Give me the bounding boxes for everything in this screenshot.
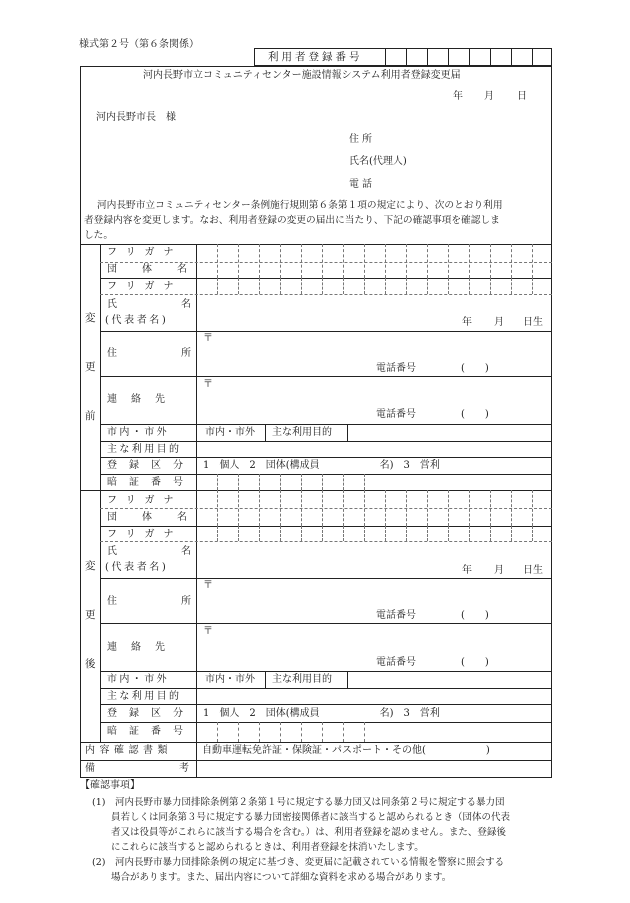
before-section-char-1: 変: [85, 312, 96, 324]
after-contact-label: 連絡先: [107, 642, 179, 653]
after-purpose-inline: 主な利用目的: [272, 674, 332, 685]
after-pin-label: 暗証番号: [107, 726, 195, 737]
before-address-label: 住所: [107, 348, 255, 359]
after-address-tel: 電話番号: [376, 610, 416, 621]
notes-title: 【確認事項】: [80, 780, 140, 791]
after-contact-tel: 電話番号: [376, 657, 416, 668]
date-year: 年: [453, 91, 463, 102]
note-line-6: 場合があります。また、届出内容について詳細な資料を求める場合があります。: [111, 872, 452, 883]
after-birth-day: 日生: [523, 565, 543, 576]
before-postal-mark: 〒: [203, 333, 213, 344]
before-city-value[interactable]: 市内・市外: [205, 427, 255, 438]
confirm-doc-label: 内容確認書類: [85, 745, 172, 756]
after-birth-month: 月: [494, 565, 504, 576]
registration-number-label: 利用者登録番号: [268, 51, 363, 63]
note-line-4: にこれらに該当すると認められるときは、利用者登録を抹消いたします。: [111, 842, 424, 853]
registration-number-field[interactable]: [385, 48, 552, 66]
after-rep-label: (代表者名): [105, 562, 169, 573]
intro-line-3: した。: [84, 230, 114, 241]
note-line-1: (1) 河内長野市暴力団排除条例第２条第１号に規定する暴力団又は同条第２号に規定する暴力団: [92, 797, 505, 808]
before-category-label: 登録区分: [107, 460, 195, 471]
before-contact-label: 連絡先: [107, 394, 179, 405]
applicant-phone-label: 電話: [349, 179, 375, 190]
before-birth-day: 日生: [523, 317, 543, 328]
after-furigana-label: フリガナ: [107, 495, 183, 506]
form-title: 河内長野市立コミュニティセンター施設情報システム利用者登録変更届: [143, 70, 461, 81]
before-birth-year: 年: [462, 317, 472, 328]
remarks-label: 備考: [85, 763, 273, 774]
before-city-label: 市内・市外: [107, 427, 169, 438]
before-section-char-3: 前: [85, 410, 96, 422]
note-line-3: 者又は役員等がこれらに該当する場合を含む。）は、利用者登録を認めません。また、登録後: [111, 827, 506, 838]
before-postal-mark-2: 〒: [203, 379, 213, 390]
after-purpose-label: 主な利用目的: [107, 691, 182, 702]
before-furigana-label: フリガナ: [107, 247, 183, 258]
before-section-char-2: 更: [85, 361, 96, 373]
after-name-label: 氏名: [107, 546, 255, 557]
before-birth-month: 月: [494, 317, 504, 328]
after-section-char-1: 変: [85, 560, 96, 572]
addressee: 河内長野市長 様: [96, 112, 176, 123]
intro-line-2: 者登録内容を変更します。なお、利用者登録の変更の届出に当たり、下記の確認事項を確認しま: [84, 215, 500, 226]
after-furigana2-label: フリガナ: [107, 529, 183, 540]
date-day: 日: [517, 91, 527, 102]
after-category-value[interactable]: 1 個人 2 団体(構成員 名) 3 営利: [203, 708, 440, 719]
after-city-value[interactable]: 市内・市外: [205, 674, 255, 685]
before-contact-paren: ( ): [461, 409, 489, 420]
before-name-label: 氏名: [107, 299, 255, 310]
after-contact-paren: ( ): [461, 657, 489, 668]
after-postal-mark-2: 〒: [203, 626, 213, 637]
before-purpose-inline: 主な利用目的: [272, 427, 332, 438]
after-address-label: 住所: [107, 596, 255, 607]
before-group-name-label: 団体名: [107, 264, 212, 275]
applicant-address-label: 住所: [349, 134, 375, 145]
after-group-name-label: 団体名: [107, 512, 212, 523]
after-address-paren: ( ): [461, 610, 489, 621]
date-month: 月: [484, 91, 494, 102]
before-purpose-label: 主な利用目的: [107, 444, 182, 455]
before-category-value[interactable]: 1 個人 2 団体(構成員 名) 3 営利: [203, 460, 440, 471]
after-section-char-3: 後: [85, 658, 96, 670]
before-address-paren: ( ): [461, 363, 489, 374]
before-contact-tel: 電話番号: [376, 409, 416, 420]
note-line-5: (2) 河内長野市暴力団排除条例の規定に基づき、変更届に記載されている情報を警察に照会する: [92, 857, 505, 868]
before-address-tel: 電話番号: [376, 363, 416, 374]
before-rep-label: (代表者名): [105, 315, 169, 326]
after-birth-year: 年: [462, 565, 472, 576]
after-section-char-2: 更: [85, 609, 96, 621]
after-category-label: 登録区分: [107, 708, 195, 719]
applicant-name-label: 氏名(代理人): [349, 156, 407, 167]
after-postal-mark: 〒: [203, 580, 213, 591]
before-furigana2-label: フリガナ: [107, 281, 183, 292]
intro-line-1: 河内長野市立コミュニティセンター条例施行規則第６条第１項の規定により、次のとおり利用: [97, 200, 503, 211]
confirm-doc-value[interactable]: 自動車運転免許証・保険証・パスポート・その他( ): [202, 745, 490, 756]
after-city-label: 市内・市外: [107, 674, 169, 685]
before-pin-label: 暗証番号: [107, 477, 195, 488]
note-line-2: 員若しくは同条第３号に規定する暴力団密接関係者に該当すると認められるとき（団体の代表: [111, 812, 511, 823]
form-label: 様式第２号（第６条関係）: [79, 39, 199, 50]
